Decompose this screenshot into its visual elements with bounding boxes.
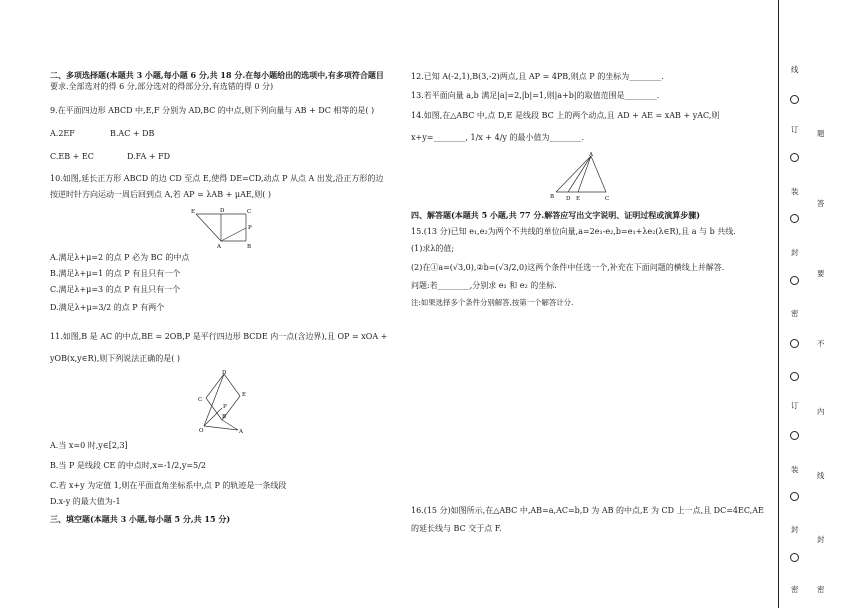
fig14-label-e: E (576, 196, 581, 202)
q11-option-c: C.若 x+y 为定值 1,则在平面直角坐标系中,点 P 的轨迹是一条线段 (50, 481, 287, 490)
binding-char: 封 (791, 525, 799, 534)
q14-stem: 14.如图,在△ABC 中,点 D,E 是线段 BC 上的两个动点,且 AD + AE = xAB + yAC,则 (411, 111, 720, 120)
fig14-label-a: A (589, 152, 593, 158)
binding-hole (790, 153, 799, 162)
q10-stem-cont: 按逆时针方向运动一周后回到点 A,若 AP = λAB + μAE,则( ) (50, 190, 272, 199)
fig10-label-b: B (247, 244, 252, 250)
q15-part-2: (2)在①a=(√3,0),②b=(√3/2,0)这两个条件中任选一个,补充在下面问题的横线上并解答. (411, 263, 725, 272)
binding-char: 答 (817, 199, 825, 208)
binding-hole (790, 214, 799, 223)
fig11-label-c: C (198, 397, 203, 403)
fig11-label-e: E (242, 392, 247, 398)
binding-char: 订 (791, 401, 799, 410)
binding-char: 题 (817, 129, 825, 138)
q10-option-a: A.满足λ+μ=2 的点 P 必为 BC 的中点 (50, 253, 190, 262)
binding-char: 内 (817, 407, 825, 416)
section-2-heading: 二、多项选择题(本题共 3 小题,每小题 6 分,共 18 分.在每小题给出的选项中,有多项符合题目 (50, 70, 384, 80)
fig11-label-d: D (222, 370, 227, 376)
q15-part-1: (1)求λ的值; (411, 244, 455, 253)
q9-stem: 9.在平面四边形 ABCD 中,E,F 分别为 AD,BC 的中点,则下列向量与 AB + DC 相等的是( ) (50, 106, 375, 115)
fig11-label-a: A (239, 429, 243, 434)
q15-stem: 15.(13 分)已知 e₁,e₂为两个不共线的单位向量,a=2e₁-e₂,b=e₁+λe₂(λ∈R),且 a 与 b 共线. (411, 227, 736, 236)
fig11-label-o: O (199, 428, 204, 434)
fig11-label-b: B (222, 414, 227, 420)
q9-option-a: A.2EF (50, 129, 75, 138)
q16-stem: 16.(15 分)如图所示,在△ABC 中,AB=a,AC=b,D 为 AB 的中点,E 为 CD 上一点,且 DC=4EC,AE (411, 506, 764, 515)
fig10-label-a: A (217, 244, 221, 250)
q11-option-d: D.x-y 的最大值为-1 (50, 497, 121, 506)
fig10-label-d: D (220, 208, 225, 214)
section-4-heading: 四、解答题(本题共 5 小题,共 77 分.解答应写出文字说明、证明过程或演算步骤) (411, 210, 700, 220)
q11-figure (194, 368, 258, 434)
q11-stem: 11.如图,B 是 AC 的中点,BE = 2OB,P 是平行四边形 BCDE 内一点(含边界),且 OP = xOA + (50, 332, 388, 341)
q10-option-b: B.满足λ+μ=1 的点 P 有且只有一个 (50, 269, 181, 278)
binding-char: 密 (791, 309, 799, 318)
q9-option-c: C.EB + EC (50, 152, 94, 161)
binding-char: 线 (817, 471, 825, 480)
fig10-label-p: P (248, 225, 252, 231)
fig10-label-c: C (247, 209, 252, 215)
binding-hole (790, 276, 799, 285)
binding-char: 线 (791, 65, 799, 74)
q11-option-b: B.当 P 是线段 CE 的中点时,x=-1/2,y=5/2 (50, 461, 206, 470)
q13-stem: 13.若平面向量 a,b 满足|a|=2,|b|=1,则|a+b|的取值范围是________. (411, 91, 660, 100)
q9-option-d: D.FA + FD (127, 152, 171, 161)
binding-hole (790, 492, 799, 501)
section-3-heading: 三、填空题(本题共 3 小题,每小题 5 分,共 15 分) (50, 514, 231, 524)
q10-option-c: C.满足λ+μ=3 的点 P 有且只有一个 (50, 285, 181, 294)
q15-note: 注:如果选择多个条件分别解答,按第一个解答计分. (411, 298, 574, 307)
binding-char: 要 (817, 269, 825, 278)
binding-hole (790, 339, 799, 348)
q11-stem-cont: yOB(x,y∈R),则下列说法正确的是( ) (50, 354, 181, 363)
fig11-label-p: P (223, 404, 227, 410)
binding-line (778, 0, 779, 608)
q12-stem: 12.已知 A(-2,1),B(3,-2)两点,且 AP = 4PB,则点 P 的坐标为________. (411, 72, 664, 81)
fig14-label-d: D (566, 196, 571, 202)
fig14-label-b: B (550, 194, 555, 200)
q16-stem-cont: 的延长线与 BC 交于点 F. (411, 524, 502, 533)
q14-stem-cont: x+y=________, 1/x + 4/y 的最小值为________. (411, 133, 584, 142)
q10-option-d: D.满足λ+μ=3/2 的点 P 有两个 (50, 303, 165, 312)
binding-char: 密 (791, 585, 799, 594)
binding-hole (790, 95, 799, 104)
binding-char: 装 (791, 465, 799, 474)
binding-char: 封 (791, 248, 799, 257)
section-2-instructions: 要求.全部选对的得 6 分,部分选对的得部分分,有选错的得 0 分) (50, 82, 274, 91)
q11-option-a: A.当 x=0 时,y∈[2,3] (50, 441, 128, 450)
fig14-label-c: C (605, 196, 610, 202)
binding-hole (790, 372, 799, 381)
binding-char: 装 (791, 187, 799, 196)
q14-figure (546, 150, 616, 202)
q15-question: 问题:若________,分别求 e₁ 和 e₂ 的坐标. (411, 281, 557, 290)
binding-char: 密 (817, 585, 825, 594)
binding-char: 订 (791, 125, 799, 134)
binding-hole (790, 431, 799, 440)
fig10-label-e: E (191, 209, 196, 215)
q9-option-b: B.AC + DB (110, 129, 155, 138)
binding-char: 封 (817, 535, 825, 544)
binding-hole (790, 553, 799, 562)
q10-stem: 10.如图,延长正方形 ABCD 的边 CD 至点 E,使得 DE=CD,动点 P 从点 A 出发,沿正方形的边 (50, 174, 384, 183)
q10-figure (186, 206, 266, 250)
binding-char: 不 (817, 339, 825, 348)
